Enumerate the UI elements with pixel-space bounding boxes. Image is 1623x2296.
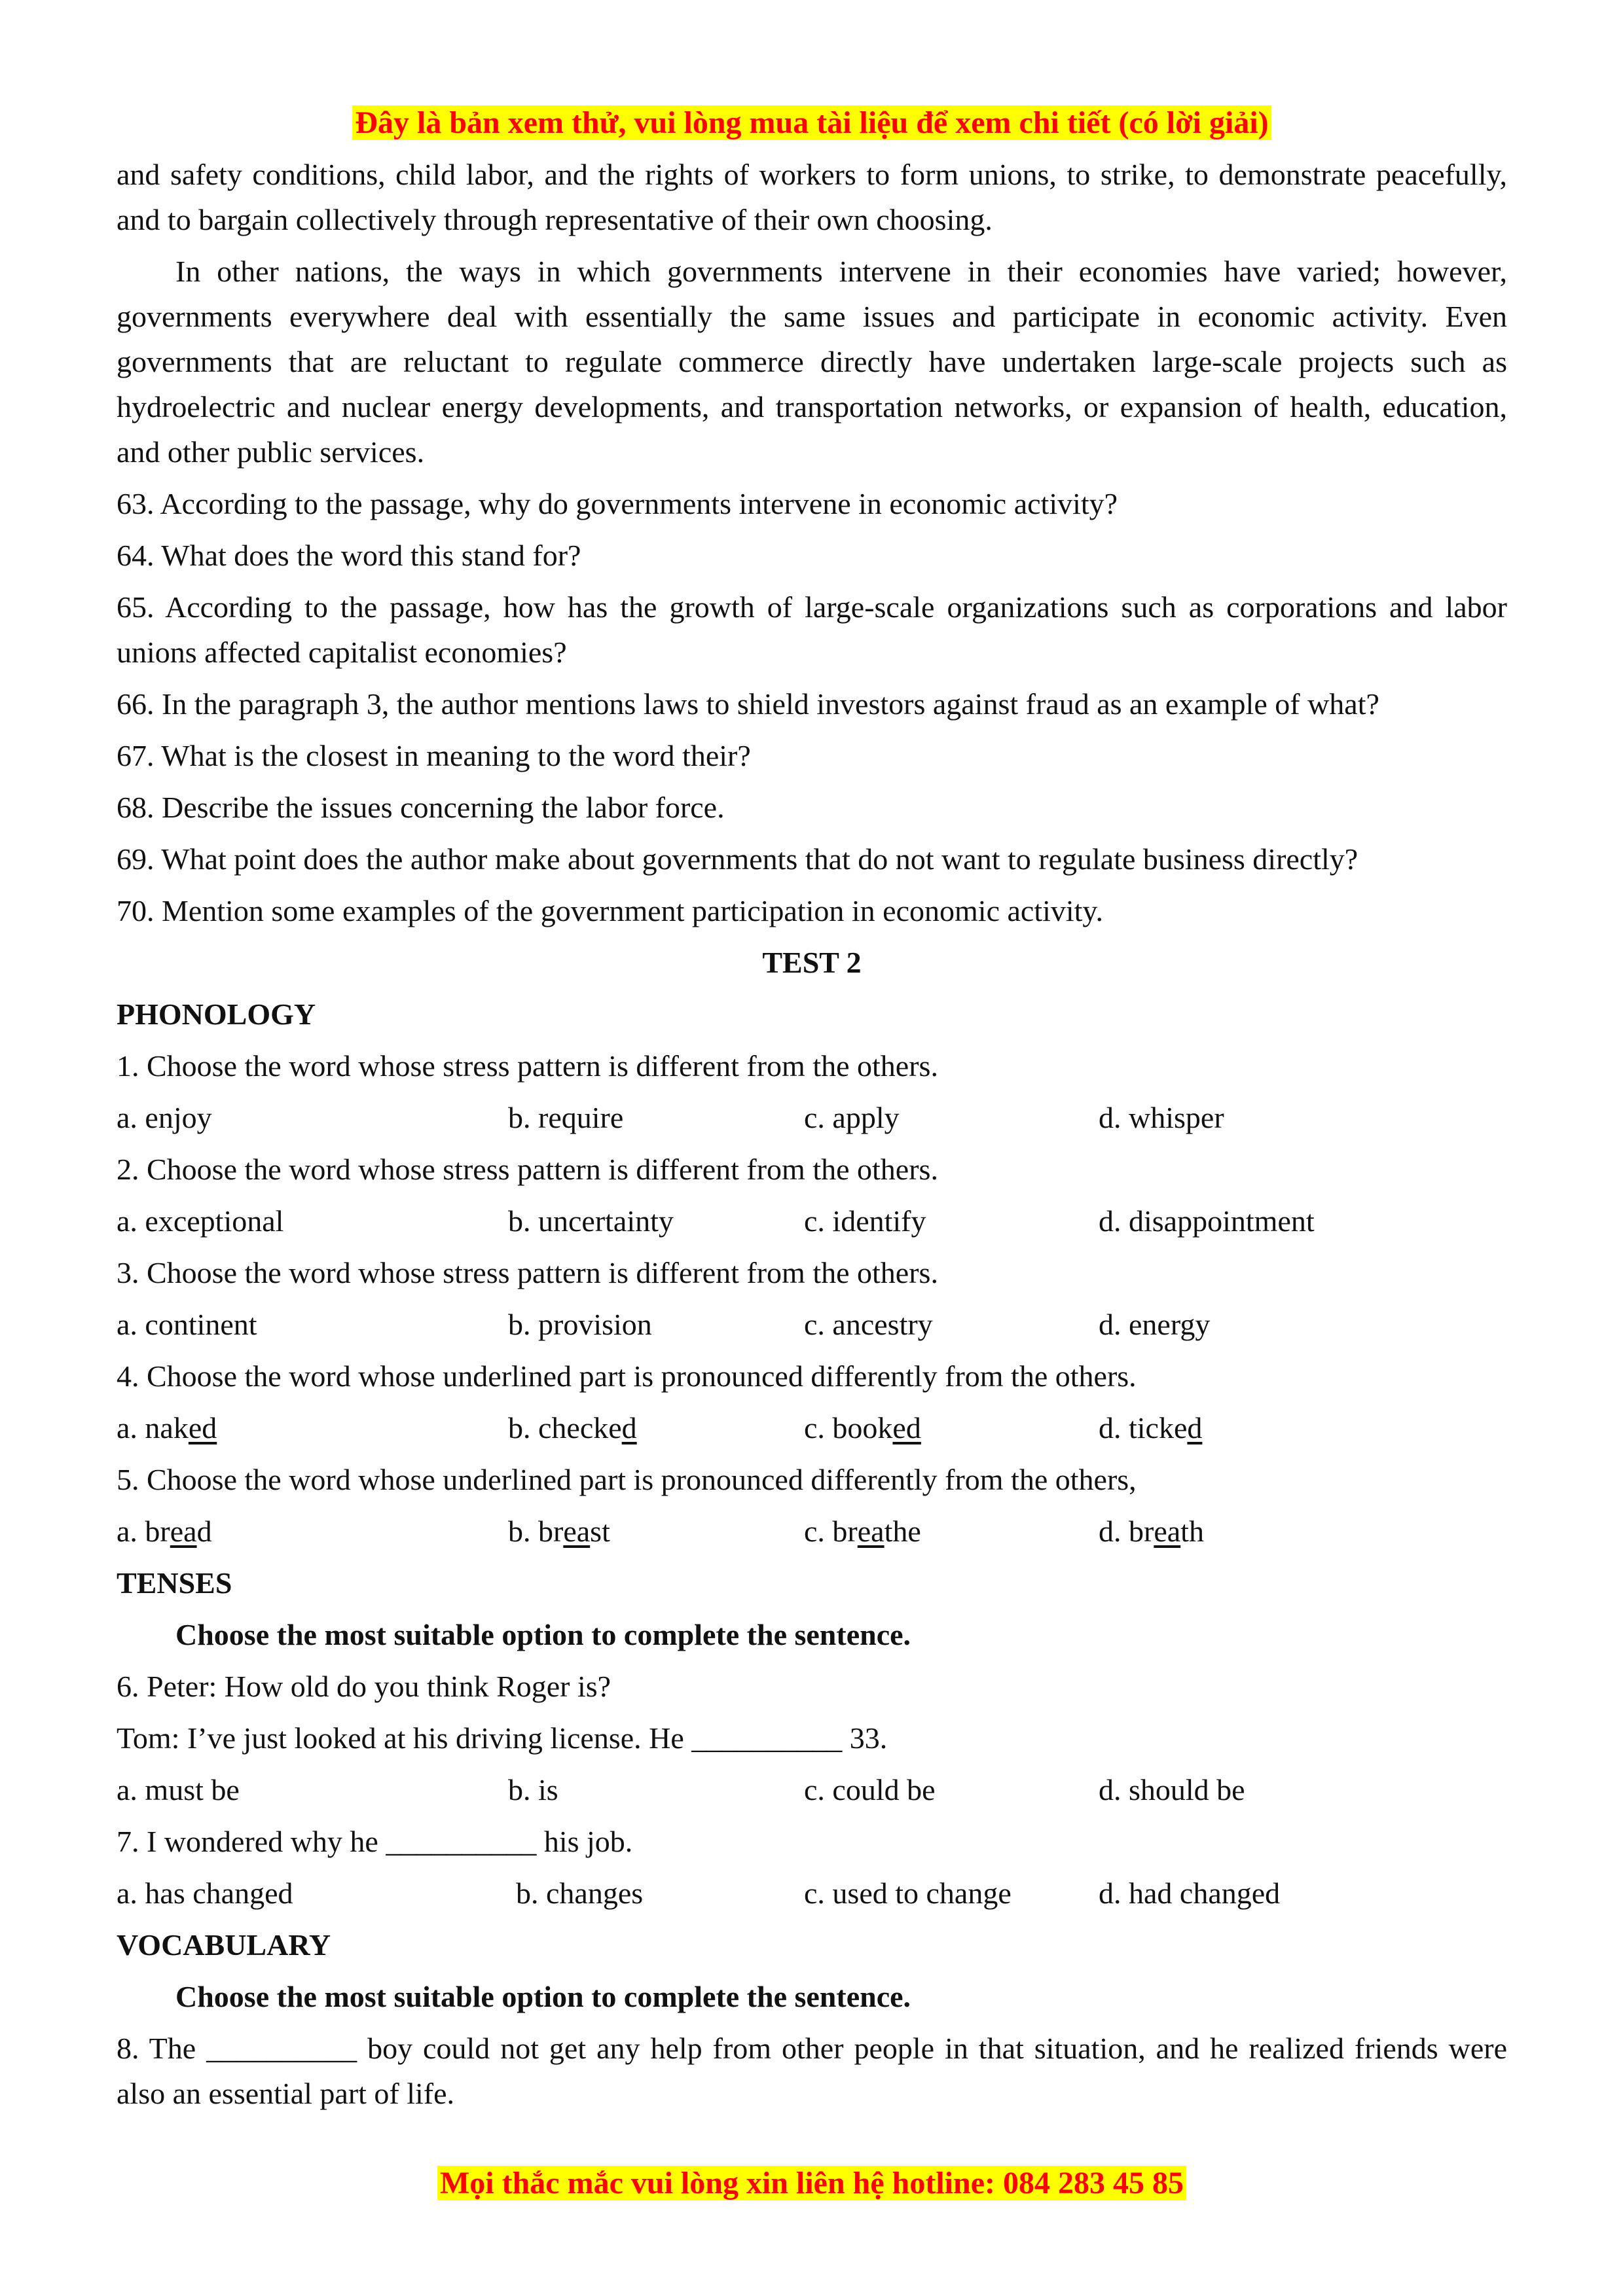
option-c: c. used to change xyxy=(804,1876,1012,1910)
question-67: 67. What is the closest in meaning to the word their? xyxy=(117,739,751,772)
option-c xyxy=(804,1509,921,1554)
question-6-line-1: 6. Peter: How old do you think Roger is? xyxy=(117,1670,611,1703)
option-d: d. energy xyxy=(1099,1308,1211,1341)
document-body xyxy=(117,152,1507,2116)
option-a xyxy=(117,1509,212,1554)
underlined-part: ea xyxy=(170,1515,197,1548)
option-b xyxy=(508,1405,637,1450)
option-text: b. br xyxy=(508,1515,564,1548)
test-title: TEST 2 xyxy=(762,946,862,979)
option-a: a. has changed xyxy=(117,1876,293,1910)
question-6-line-2: Tom: I’ve just looked at his driving license. He __________ 33. xyxy=(117,1721,888,1755)
option-b xyxy=(508,1509,610,1554)
options-q6 xyxy=(117,1767,1507,1812)
option-b: b. require xyxy=(508,1101,624,1134)
question-65: 65. According to the passage, how has the growth of large-scale organizations such as corporations and labor unions affected capitalist economies? xyxy=(117,590,1507,669)
option-text: st xyxy=(590,1515,610,1548)
option-d xyxy=(1099,1405,1202,1450)
option-d: d. had changed xyxy=(1099,1876,1281,1910)
question-68: 68. Describe the issues concerning the labor force. xyxy=(117,791,725,824)
option-c: c. could be xyxy=(804,1773,936,1806)
option-c: c. identify xyxy=(804,1204,926,1238)
option-d: d. disappointment xyxy=(1099,1204,1315,1238)
underlined-part: d xyxy=(1187,1411,1203,1444)
option-text: th xyxy=(1180,1515,1204,1548)
question-70: 70. Mention some examples of the government participation in economic activity. xyxy=(117,894,1103,927)
section-heading-vocabulary: VOCABULARY xyxy=(117,1928,331,1962)
section-heading-tenses: TENSES xyxy=(117,1566,232,1600)
options-q5 xyxy=(117,1509,1507,1554)
passage-paragraph-2: In other nations, the ways in which governments intervene in their economies have varied; however, governments everywhere deal with essentially the same issues and participate in economic activity. Even governments that are reluctant to regulate commerce directly have undertaken large-scale projects such as hydroelectric and nuclear energy developments, and transportation networks, or expansion of health, education, and other public services. xyxy=(117,255,1507,469)
option-b: b. is xyxy=(508,1773,558,1806)
option-d: d. whisper xyxy=(1099,1101,1224,1134)
option-a xyxy=(117,1405,217,1450)
option-text: c. book xyxy=(804,1411,893,1444)
option-text: d. ticke xyxy=(1099,1411,1188,1444)
underlined-part: ed xyxy=(892,1411,921,1444)
option-b: b. changes xyxy=(516,1876,644,1910)
underlined-part: ea xyxy=(563,1515,591,1548)
options-q1 xyxy=(117,1095,1507,1140)
question-7: 7. I wondered why he __________ his job. xyxy=(117,1825,633,1858)
option-text: a. nak xyxy=(117,1411,189,1444)
option-a: a. enjoy xyxy=(117,1101,212,1134)
option-c: c. ancestry xyxy=(804,1308,933,1341)
underlined-part: ea xyxy=(857,1515,884,1548)
question-2: 2. Choose the word whose stress pattern is different from the others. xyxy=(117,1153,938,1186)
preview-banner xyxy=(117,99,1507,147)
options-q2 xyxy=(117,1198,1507,1244)
vocabulary-instruction: Choose the most suitable option to complete the sentence. xyxy=(175,1980,911,2013)
underlined-part: ed xyxy=(188,1411,217,1444)
question-66: 66. In the paragraph 3, the author mentions laws to shield investors against fraud as an example of what? xyxy=(117,687,1379,721)
tenses-instruction: Choose the most suitable option to complete the sentence. xyxy=(175,1618,911,1651)
option-a: a. exceptional xyxy=(117,1204,284,1238)
options-q3 xyxy=(117,1302,1507,1347)
question-3: 3. Choose the word whose stress pattern is different from the others. xyxy=(117,1256,938,1289)
section-heading-phonology: PHONOLOGY xyxy=(117,997,316,1031)
option-text: a. br xyxy=(117,1515,170,1548)
options-q4 xyxy=(117,1405,1507,1450)
option-d: d. should be xyxy=(1099,1773,1245,1806)
option-text: d. br xyxy=(1099,1515,1154,1548)
option-c: c. apply xyxy=(804,1101,900,1134)
option-a: a. continent xyxy=(117,1308,257,1341)
question-64: 64. What does the word this stand for? xyxy=(117,539,581,572)
question-69: 69. What point does the author make about governments that do not want to regulate business directly? xyxy=(117,842,1359,876)
option-c xyxy=(804,1405,921,1450)
question-1: 1. Choose the word whose stress pattern is different from the others. xyxy=(117,1049,938,1083)
option-text: d xyxy=(196,1515,212,1548)
underlined-part: d xyxy=(621,1411,637,1444)
options-q7 xyxy=(117,1871,1507,1916)
option-a: a. must be xyxy=(117,1773,240,1806)
option-text: c. br xyxy=(804,1515,858,1548)
option-text: the xyxy=(884,1515,921,1548)
option-text: b. checke xyxy=(508,1411,622,1444)
hotline-banner xyxy=(117,2160,1507,2207)
passage-paragraph-1: and safety conditions, child labor, and the rights of workers to form unions, to strike, to demonstrate peacefully, and to bargain collectively through representative of their own choosing. xyxy=(117,158,1507,236)
question-63: 63. According to the passage, why do governments intervene in economic activity? xyxy=(117,487,1118,520)
question-4: 4. Choose the word whose underlined part is pronounced differently from the others. xyxy=(117,1359,1137,1393)
option-d xyxy=(1099,1509,1204,1554)
option-b: b. provision xyxy=(508,1308,652,1341)
option-b: b. uncertainty xyxy=(508,1204,674,1238)
hotline-banner-text: Mọi thắc mắc vui lòng xin liên hệ hotline: 084 283 45 85 xyxy=(437,2166,1186,2200)
question-5: 5. Choose the word whose underlined part is pronounced differently from the others, xyxy=(117,1463,1137,1496)
underlined-part: ea xyxy=(1154,1515,1181,1548)
preview-banner-text: Đây là bản xem thử, vui lòng mua tài liệu để xem chi tiết (có lời giải) xyxy=(352,105,1271,140)
question-8: 8. The __________ boy could not get any help from other people in that situation, and he realized friends were also an essential part of life. xyxy=(117,2032,1507,2110)
